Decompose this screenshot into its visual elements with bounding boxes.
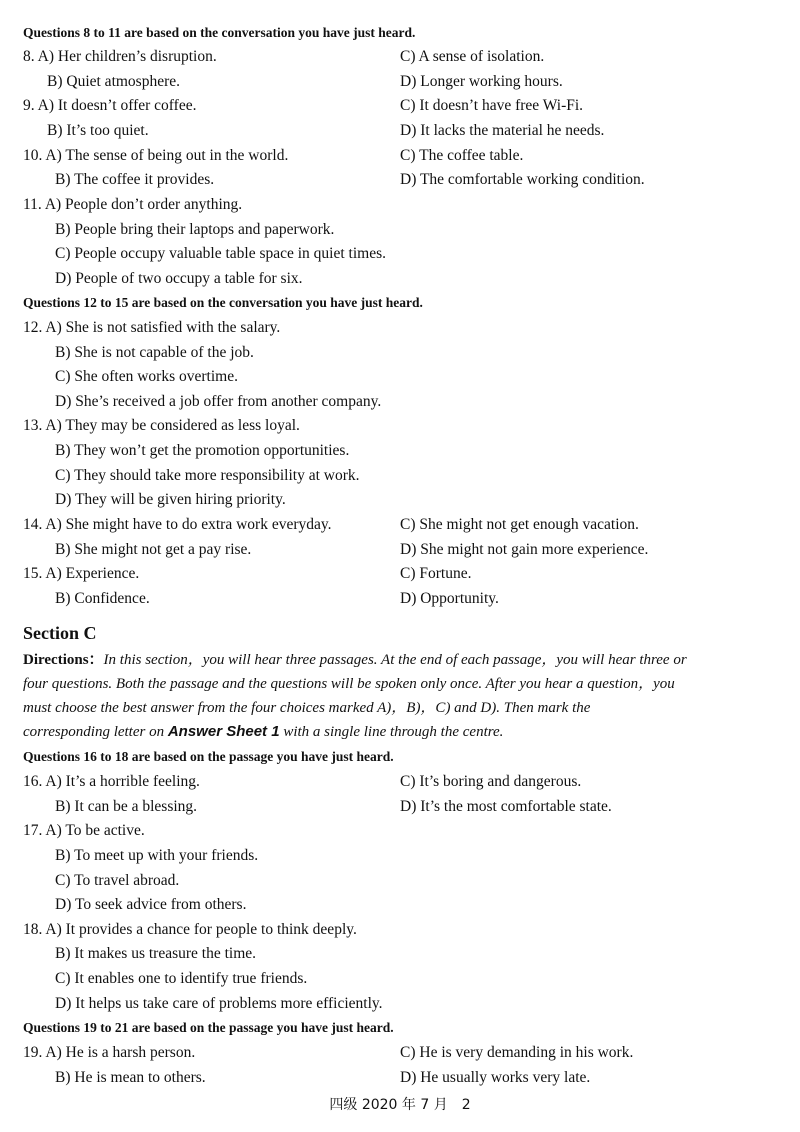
q11-option-d: D) People of two occupy a table for six.: [55, 270, 303, 287]
q8-option-d: D) Longer working hours.: [400, 73, 563, 90]
q8-option-c: C) A sense of isolation.: [400, 48, 545, 65]
directions-line-3: must choose the best answer from the four choices marked A)，B)，C) and D). Then mark the: [23, 700, 591, 716]
q13-option-b: B) They won’t get the promotion opportunities.: [55, 442, 350, 459]
q13-option-d: D) They will be given hiring priority.: [55, 491, 286, 508]
q16-option-b: B) It can be a blessing.: [55, 798, 198, 815]
q13-option-a: 13. A) They may be considered as less loyal.: [23, 417, 300, 434]
q11-option-b: B) People bring their laptops and paperwork.: [55, 221, 335, 238]
q19-option-a: 19. A) He is a harsh person.: [23, 1044, 196, 1061]
q9-option-c: C) It doesn’t have free Wi-Fi.: [400, 97, 584, 114]
question-group-header: Questions 8 to 11 are based on the conversation you have just heard.: [23, 25, 416, 40]
directions-label: Directions：: [23, 652, 104, 668]
question-group-header: Questions 19 to 21 are based on the passage you have just heard.: [23, 1020, 394, 1035]
directions-text: corresponding letter on: [23, 724, 168, 740]
q11-option-a: 11. A) People don’t order anything.: [23, 196, 243, 213]
q16-option-c: C) It’s boring and dangerous.: [400, 773, 582, 790]
q14-option-d: D) She might not gain more experience.: [400, 541, 649, 558]
q18-option-c: C) It enables one to identify true friends.: [55, 970, 308, 987]
q8-option-b: B) Quiet atmosphere.: [47, 73, 181, 90]
q14-option-c: C) She might not get enough vacation.: [400, 516, 639, 533]
section-title: Section C: [23, 623, 97, 643]
question-group-header: Questions 12 to 15 are based on the conversation you have just heard.: [23, 295, 423, 310]
q15-option-a: 15. A) Experience.: [23, 565, 140, 582]
q17-option-c: C) To travel abroad.: [55, 872, 180, 889]
q18-option-a: 18. A) It provides a chance for people to think deeply.: [23, 921, 357, 938]
q9-option-d: D) It lacks the material he needs.: [400, 122, 605, 139]
question-group-header: Questions 16 to 18 are based on the passage you have just heard.: [23, 749, 394, 764]
q9-option-a: 9. A) It doesn’t offer coffee.: [23, 97, 197, 114]
q19-option-b: B) He is mean to others.: [55, 1069, 206, 1086]
q19-option-d: D) He usually works very late.: [400, 1069, 591, 1086]
q19-option-c: C) He is very demanding in his work.: [400, 1044, 634, 1061]
q18-option-b: B) It makes us treasure the time.: [55, 945, 257, 962]
directions-text: In this section，you will hear three passages. At the end of each passage，you will hear three or: [103, 652, 687, 668]
q12-option-c: C) She often works overtime.: [55, 368, 238, 385]
q10-option-d: D) The comfortable working condition.: [400, 171, 645, 188]
q10-option-c: C) The coffee table.: [400, 147, 524, 164]
q15-option-b: B) Confidence.: [55, 590, 150, 607]
directions-line-1: [23, 650, 687, 670]
directions-text: with a single line through the centre.: [279, 724, 504, 740]
q14-option-b: B) She might not get a pay rise.: [55, 541, 252, 558]
q12-option-d: D) She’s received a job offer from another company.: [55, 393, 382, 410]
q8-option-a: 8. A) Her children’s disruption.: [23, 48, 217, 65]
q18-option-d: D) It helps us take care of problems more efficiently.: [55, 995, 383, 1012]
q10-option-b: B) The coffee it provides.: [55, 171, 215, 188]
q11-option-c: C) People occupy valuable table space in quiet times.: [55, 245, 386, 262]
q9-option-b: B) It’s too quiet.: [47, 122, 149, 139]
q15-option-d: D) Opportunity.: [400, 590, 499, 607]
q16-option-d: D) It’s the most comfortable state.: [400, 798, 612, 815]
answer-sheet-label: Answer Sheet 1: [167, 723, 280, 740]
q13-option-c: C) They should take more responsibility at work.: [55, 467, 360, 484]
q17-option-b: B) To meet up with your friends.: [55, 847, 259, 864]
page-footer: 四级 2020 年 7 月 2: [329, 1097, 471, 1113]
q17-option-d: D) To seek advice from others.: [55, 896, 247, 913]
q17-option-a: 17. A) To be active.: [23, 822, 145, 839]
q14-option-a: 14. A) She might have to do extra work everyday.: [23, 516, 332, 533]
q16-option-a: 16. A) It’s a horrible feeling.: [23, 773, 200, 790]
directions-line-4: [23, 722, 503, 742]
q15-option-c: C) Fortune.: [400, 565, 472, 582]
q10-option-a: 10. A) The sense of being out in the world.: [23, 147, 289, 164]
q12-option-a: 12. A) She is not satisfied with the salary.: [23, 319, 281, 336]
q12-option-b: B) She is not capable of the job.: [55, 344, 254, 361]
directions-line-2: four questions. Both the passage and the questions will be spoken only once. After you hear a question，you: [23, 676, 675, 692]
